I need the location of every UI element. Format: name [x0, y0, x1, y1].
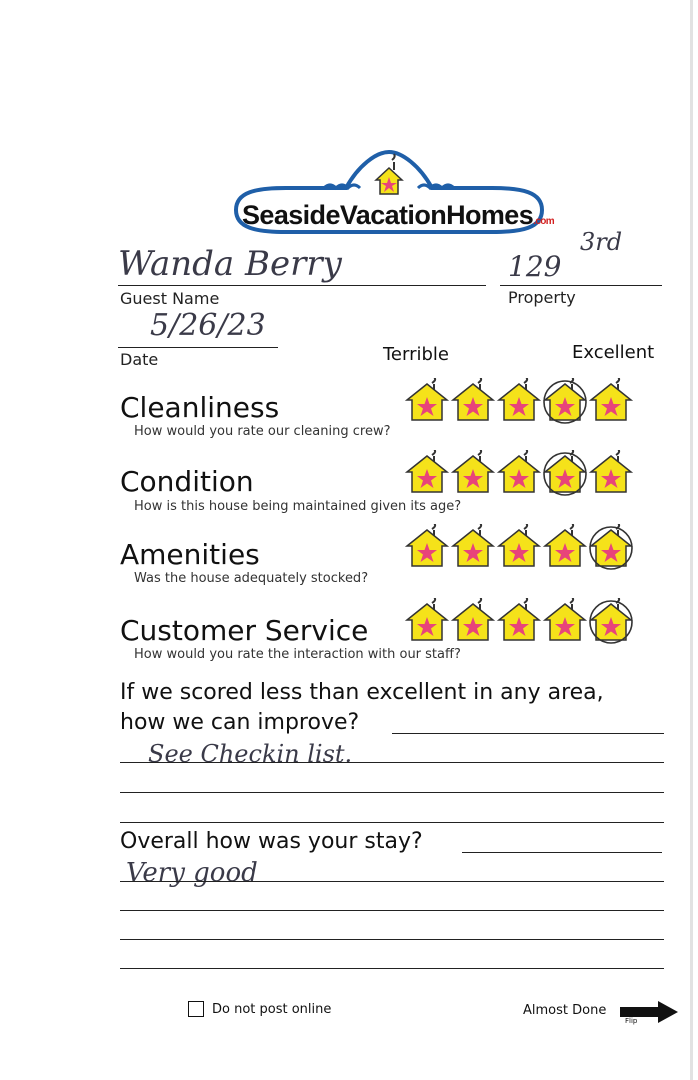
rating-house-icon[interactable] — [588, 524, 634, 570]
overall-question: Overall how was your stay? — [120, 829, 423, 854]
property-line — [500, 285, 662, 286]
rating-title-customer-service: Customer Service — [120, 614, 369, 647]
rating-house-icon[interactable] — [450, 450, 496, 496]
rating-house-icon[interactable] — [496, 378, 542, 424]
rating-house-icon[interactable] — [450, 598, 496, 644]
rating-house-icon[interactable] — [588, 378, 634, 424]
page-edge — [690, 0, 693, 1080]
almost-done-label: Almost Done — [523, 1003, 607, 1018]
do-not-post-label: Do not post online — [212, 1002, 332, 1017]
rating-house-icon[interactable] — [404, 378, 450, 424]
overall-answer: Very good — [126, 858, 258, 888]
rating-house-icon[interactable] — [588, 450, 634, 496]
guest-name-line — [118, 285, 486, 286]
improve-answer: See Checkin list. — [148, 740, 353, 768]
logo-wordmark: SeasideVacationHomes.com — [242, 200, 555, 230]
rating-houses-condition — [404, 450, 634, 496]
date-label: Date — [120, 350, 159, 369]
guest-name-value: Wanda Berry — [118, 244, 342, 284]
improve-line-0 — [392, 733, 664, 734]
overall-line-3 — [120, 939, 664, 940]
rating-house-icon[interactable] — [450, 378, 496, 424]
rating-house-icon[interactable] — [404, 598, 450, 644]
improve-line-3 — [120, 822, 664, 823]
property-note: 3rd — [580, 228, 623, 256]
date-value: 5/26/23 — [150, 308, 266, 343]
rating-question-customer-service: How would you rate the interaction with our staff? — [134, 647, 461, 662]
rating-house-icon[interactable] — [404, 450, 450, 496]
rating-house-icon[interactable] — [450, 524, 496, 570]
improve-question-line1: If we scored less than excellent in any area, — [120, 680, 604, 705]
overall-line-1 — [120, 881, 664, 882]
rating-house-icon[interactable] — [496, 524, 542, 570]
scale-low-label: Terrible — [383, 344, 449, 365]
rating-title-cleanliness: Cleanliness — [120, 391, 280, 424]
rating-houses-cleanliness — [404, 378, 634, 424]
overall-line-0 — [462, 852, 662, 853]
rating-house-icon[interactable] — [496, 598, 542, 644]
flip-label: Flip — [625, 1017, 638, 1025]
improve-question-line2: how we can improve? — [120, 710, 360, 735]
improve-line-1 — [120, 762, 664, 763]
improve-line-2 — [120, 792, 664, 793]
do-not-post-checkbox[interactable] — [188, 1001, 204, 1017]
scale-high-label: Excellent — [572, 342, 655, 363]
rating-house-icon[interactable] — [588, 598, 634, 644]
rating-houses-customer-service — [404, 598, 634, 644]
rating-house-icon[interactable] — [542, 524, 588, 570]
rating-question-cleanliness: How would you rate our cleaning crew? — [134, 424, 391, 439]
rating-house-icon[interactable] — [404, 524, 450, 570]
overall-line-4 — [120, 968, 664, 969]
rating-house-icon[interactable] — [542, 450, 588, 496]
property-label: Property — [508, 288, 576, 307]
guest-name-label: Guest Name — [120, 289, 220, 308]
date-line — [118, 347, 278, 348]
rating-house-icon[interactable] — [542, 598, 588, 644]
rating-title-condition: Condition — [120, 465, 254, 498]
property-value: 129 — [508, 250, 562, 283]
rating-houses-amenities — [404, 524, 634, 570]
rating-house-icon[interactable] — [542, 378, 588, 424]
rating-title-amenities: Amenities — [120, 538, 260, 571]
rating-question-amenities: Was the house adequately stocked? — [134, 571, 369, 586]
rating-house-icon[interactable] — [496, 450, 542, 496]
overall-line-2 — [120, 910, 664, 911]
rating-question-condition: How is this house being maintained given its age? — [134, 499, 462, 514]
